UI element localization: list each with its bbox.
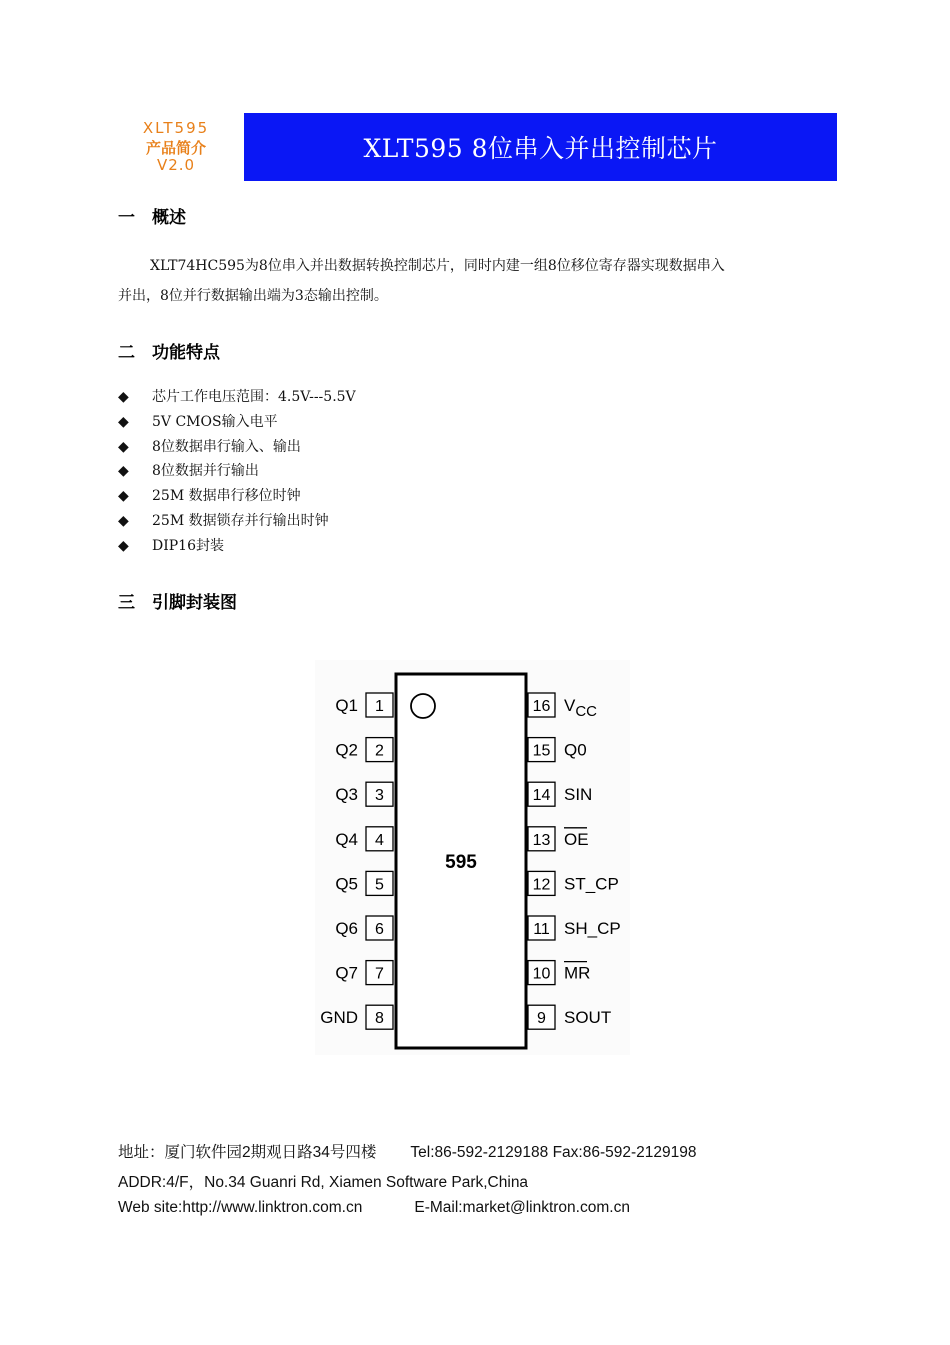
- pin-number: 6: [375, 921, 384, 938]
- pin-name: Q0: [564, 740, 587, 760]
- email-link[interactable]: E-Mail:market@linktron.com.cn: [414, 1199, 630, 1216]
- pin-number: 7: [375, 965, 384, 983]
- section-number: 一: [118, 208, 135, 228]
- list-item: ◆ 8位数据并行输出: [118, 459, 356, 484]
- diamond-bullet-icon: ◆: [118, 537, 129, 554]
- pin-number: 3: [375, 787, 384, 805]
- tel-fax: Tel:86-592-2129188 Fax:86-592-2129198: [410, 1144, 697, 1161]
- section-heading-overview: [118, 203, 186, 228]
- pin-name: SIN: [564, 785, 593, 805]
- diamond-bullet-icon: ◆: [118, 438, 129, 455]
- pin-number: 10: [532, 965, 551, 983]
- pin-number: 13: [532, 831, 551, 849]
- pin-name: VCC: [564, 696, 598, 720]
- section-number: 三: [118, 593, 135, 613]
- pin-number: 9: [537, 1010, 546, 1028]
- pin-name: GND: [320, 1008, 358, 1028]
- pin-12: [528, 871, 619, 895]
- side-model: XLT595: [142, 119, 210, 137]
- pin-number: 2: [375, 742, 384, 760]
- pin-name: SH_CP: [564, 919, 621, 938]
- overview-line-1: XLT74HC595为8位串入并出数据转换控制芯片，同时内建一组8位移位寄存器实现数据串入: [150, 258, 725, 274]
- pin-name: Q5: [335, 874, 358, 894]
- pin-name: Q1: [335, 696, 358, 715]
- list-item: ◆ 25M 数据锁存并行输出时钟: [118, 509, 356, 534]
- list-item: ◆ 5V CMOS输入电平: [118, 410, 356, 435]
- side-version: V2.0: [156, 156, 196, 174]
- section-number: 二: [118, 343, 135, 363]
- title-banner: [244, 113, 837, 181]
- footer-contact-line: [118, 1199, 630, 1217]
- pinout-diagram: [315, 660, 630, 1059]
- footer-address-line: [118, 1140, 696, 1162]
- pin-name: Q2: [335, 740, 358, 760]
- section-title: 功能特点: [152, 343, 220, 363]
- pin-name: Q6: [335, 919, 358, 938]
- section-title: 概述: [152, 208, 186, 228]
- pin-number: 11: [533, 921, 550, 938]
- pin-name: MR: [564, 963, 591, 983]
- section-heading-features: [118, 338, 220, 363]
- diamond-bullet-icon: ◆: [118, 413, 129, 430]
- product-side-label: [118, 118, 234, 175]
- pin-name: ST_CP: [564, 874, 619, 894]
- feature-list: [118, 385, 356, 559]
- page-title: XLT595 8位串入并出控制芯片: [363, 134, 718, 163]
- overview-paragraph: [118, 251, 838, 311]
- pin-name: SOUT: [564, 1008, 612, 1028]
- chip-pinout-svg: [315, 660, 630, 1055]
- pin-8: [320, 1005, 393, 1029]
- pin-name: OE: [564, 829, 589, 849]
- pin-number: 5: [375, 876, 384, 894]
- list-item: ◆ 芯片工作电压范围：4.5V---5.5V: [118, 385, 356, 410]
- pin-number: 8: [375, 1010, 384, 1028]
- pin-9: [528, 1005, 611, 1029]
- overview-line-2: 并出，8位并行数据输出端为3态输出控制。: [118, 288, 388, 304]
- list-item: ◆ 25M 数据串行移位时钟: [118, 484, 356, 509]
- side-subtitle: 产品简介: [145, 139, 206, 157]
- pin-name: Q7: [335, 963, 358, 983]
- diamond-bullet-icon: ◆: [118, 512, 129, 529]
- pin-number: 4: [375, 831, 384, 849]
- website-link[interactable]: Web site:http://www.linktron.com.cn: [118, 1199, 363, 1216]
- chip-label: 595: [445, 852, 477, 873]
- pin-number: 12: [532, 876, 551, 894]
- pin-name: Q4: [335, 829, 358, 849]
- pin-11: [528, 916, 621, 940]
- diamond-bullet-icon: ◆: [118, 463, 129, 480]
- pin-number: 14: [532, 787, 551, 805]
- pin-number: 16: [532, 698, 551, 715]
- pin-name: Q3: [335, 785, 358, 805]
- list-item: ◆ 8位数据串行输入、输出: [118, 435, 356, 460]
- pin-number: 15: [532, 742, 551, 760]
- address-cn: 地址：厦门软件园2期观日路34号四楼: [118, 1144, 377, 1161]
- list-item: ◆ DIP16封装: [118, 534, 356, 559]
- section-heading-pinout: [118, 588, 237, 613]
- address-en: ADDR:4/F，No.34 Guanri Rd, Xiamen Software Park,China: [118, 1174, 529, 1191]
- pin-number: 1: [375, 698, 384, 715]
- section-title: 引脚封装图: [152, 593, 237, 613]
- diamond-bullet-icon: ◆: [118, 488, 129, 505]
- diamond-bullet-icon: ◆: [118, 389, 129, 405]
